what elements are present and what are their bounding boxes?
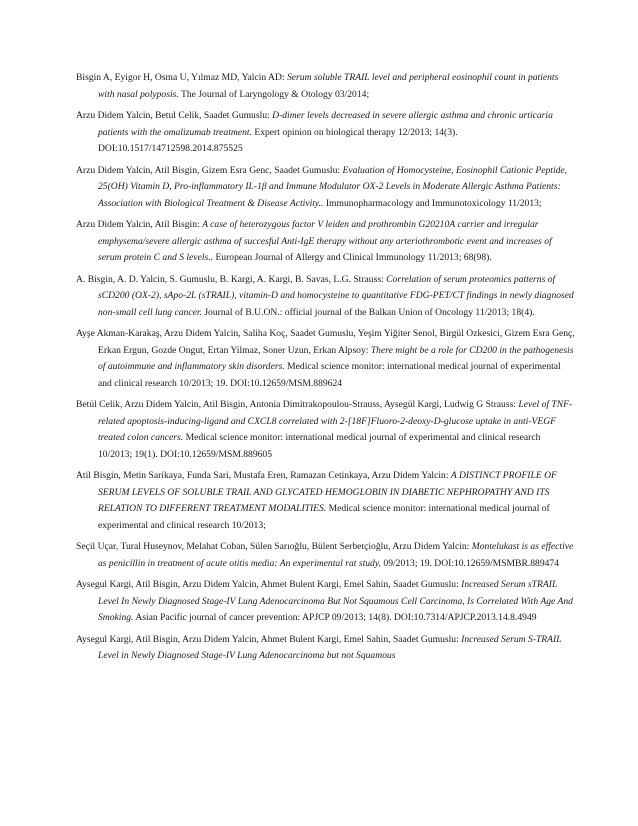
reference-item bbox=[76, 70, 576, 103]
reference-title: D-dimer levels decreased in severe allergic asthma and chronic urticaria patients with the omalizumab treatment. bbox=[98, 110, 553, 138]
reference-source: Journal of B.U.ON.: official journal of the Balkan Union of Oncology 11/2013; 18(4). bbox=[204, 306, 535, 318]
reference-authors: Seçil Uçar, Tural Huseynov, Melahat Coban, Sülen Sarıoğlu, Bülent Serbetçioğlu, Arzu Didem Yalcin: bbox=[76, 541, 470, 552]
reference-source: Medical science monitor: international medical journal of experimental and clinical research 10/2013; 19. DOI:10.12659/MSM.889624 bbox=[98, 361, 561, 389]
reference-title: There might be a role for CD200 in the pathogenesis of autoimmune and inflammatory skin disorders. bbox=[98, 344, 574, 372]
reference-authors: Ayşe Akman-Karakaş, Arzu Didem Yalcin, Saliha Koç, Saadet Gumuslu, Yeşim Yiğiter Senol, Birgül Ozkesici, Gizem Esra Genç, Erkan Ergun, Gozde Ongut, Ertan Yilmaz, Soner Uzun, Erkan Alpsoy: bbox=[76, 328, 575, 356]
reference-authors: Aysegul Kargi, Atil Bisgin, Arzu Didem Yalcin, Ahmet Bulent Kargi, Emel Sahin, Saadet Gumuslu: bbox=[76, 579, 459, 590]
reference-list bbox=[76, 70, 576, 670]
reference-authors: Atil Bisgin, Metin Sarikaya, Funda Sari, Mustafa Eren, Ramazan Cetinkaya, Arzu Didem Yalcin: bbox=[76, 470, 449, 481]
reference-source: The Journal of Laryngology & Otology 03/2014; bbox=[181, 88, 370, 100]
reference-title: A case of heterozygous factor V leiden and prothrombin G20210A carrier and irregular emphysema/severe allergic asthma of succesful Anti-IgE therapy without any arteriothrombotic event and increases of serum protein C and S levels.. bbox=[98, 219, 552, 263]
reference-item bbox=[76, 397, 576, 463]
reference-title: A DISTINCT PROFILE OF SERUM LEVELS OF SOLUBLE TRAIL AND GLYCATED HEMOGLOBIN IN DIABETIC NEPHROPATHY AND ITS RELATION TO DIFFERENT TREATMENT MODALITIES. bbox=[98, 470, 557, 514]
reference-title: Correlation of serum proteomics patterns of sCD200 (OX-2), sApo-2L (sTRAIL), vitamin-D and homocysteine to quantitative FDG-PET/CT findings in newly diagnosed non-small cell lung cancer. bbox=[98, 273, 574, 318]
reference-source: Medical science monitor: international medical journal of experimental and clinical research 10/2013; 19(1). DOI:10.12659/MSM.889605 bbox=[98, 432, 541, 460]
reference-title: Level of TNF-related apoptosis-inducing-ligand and CXCL8 correlated with 2-[18F]Fluoro-2-deoxy-D-glucose uptake in anti-VEGF treated colon cancers. bbox=[98, 399, 573, 443]
reference-authors: Bisgin A, Eyigor H, Osma U, Yılmaz MD, Yalcin AD: bbox=[76, 72, 285, 83]
reference-title: Evaluation of Homocysteine, Eosinophil Cationic Peptide, 25(OH) Vitamin D, Pro-inflammatory IL-1β and Immune Modulator OX-2 Levels in Moderate Allergic Asthma Patients: Association with Biological Treatment & Disease Activity.. bbox=[98, 164, 568, 209]
reference-source: European Journal of Allergy and Clinical Immunology 11/2013; 68(98). bbox=[215, 252, 492, 263]
reference-item bbox=[76, 272, 576, 322]
reference-authors: Arzu Didem Yalcin, Atil Bisgin, Gizem Esra Genc, Saadet Gumuslu: bbox=[76, 164, 341, 176]
reference-title: Serum soluble TRAIL level and peripheral eosinophil count in patients with nasal polyposis. bbox=[98, 72, 559, 100]
reference-authors: Betül Celik, Arzu Didem Yalcin, Atil Bisgin, Antonia Dimitrakopoulou-Strauss, Aysegül Kargi, Ludwig G Strauss: bbox=[76, 399, 516, 410]
reference-authors: Aysegul Kargi, Atil Bisgin, Arzu Didem Yalcin, Ahmet Bulent Kargi, Emel Sahin, Saadet Gumuslu: bbox=[76, 633, 459, 645]
reference-source: Medical science monitor: international medical journal of experimental and clinical research 10/2013; bbox=[98, 503, 550, 531]
reference-source: Immunopharmacology and Immunotoxicology 11/2013; bbox=[325, 197, 542, 209]
reference-source: 09/2013; 19. DOI:10.12659/MSMBR.889474 bbox=[383, 557, 560, 569]
reference-item bbox=[76, 577, 576, 627]
reference-item bbox=[76, 217, 576, 267]
reference-item bbox=[76, 539, 576, 572]
reference-source: Asian Pacific journal of cancer prevention: APJCP 09/2013; 14(8). DOI:10.7314/APJCP.2013.14.8.4949 bbox=[135, 612, 537, 623]
reference-item bbox=[76, 108, 576, 158]
reference-item bbox=[76, 632, 576, 665]
reference-title: Increased Serum sTRAIL Level In Newly Diagnosed Stage-IV Lung Adenocarcinoma But Not Squamous Cell Carcinoma, Is Correlated With Age And Smoking. bbox=[98, 579, 573, 623]
reference-item bbox=[76, 468, 576, 534]
reference-item bbox=[76, 326, 576, 392]
reference-authors: Arzu Didem Yalcin, Atil Bisgin: bbox=[76, 219, 200, 230]
reference-title: Increased Serum S-TRAIL Level in Newly Diagnosed Stage-IV Lung Adenocarcinoma but not Squamous bbox=[98, 633, 562, 661]
reference-authors: A. Bisgin, A. D. Yalcin, S. Gumuslu, B. Kargi, A. Kargi, B. Savas, L.G. Strauss: bbox=[76, 273, 384, 285]
reference-title: Montelukast is as effective as penicillin in treatment of acute otitis media: An experimental rat study. bbox=[98, 541, 574, 569]
reference-authors: Arzu Didem Yalcin, Betul Celik, Saadet Gumuslu: bbox=[76, 110, 270, 121]
reference-source: Expert opinion on biological therapy 12/2013; 14(3). DOI:10.1517/14712598.2014.875525 bbox=[98, 126, 458, 154]
reference-item bbox=[76, 163, 576, 213]
